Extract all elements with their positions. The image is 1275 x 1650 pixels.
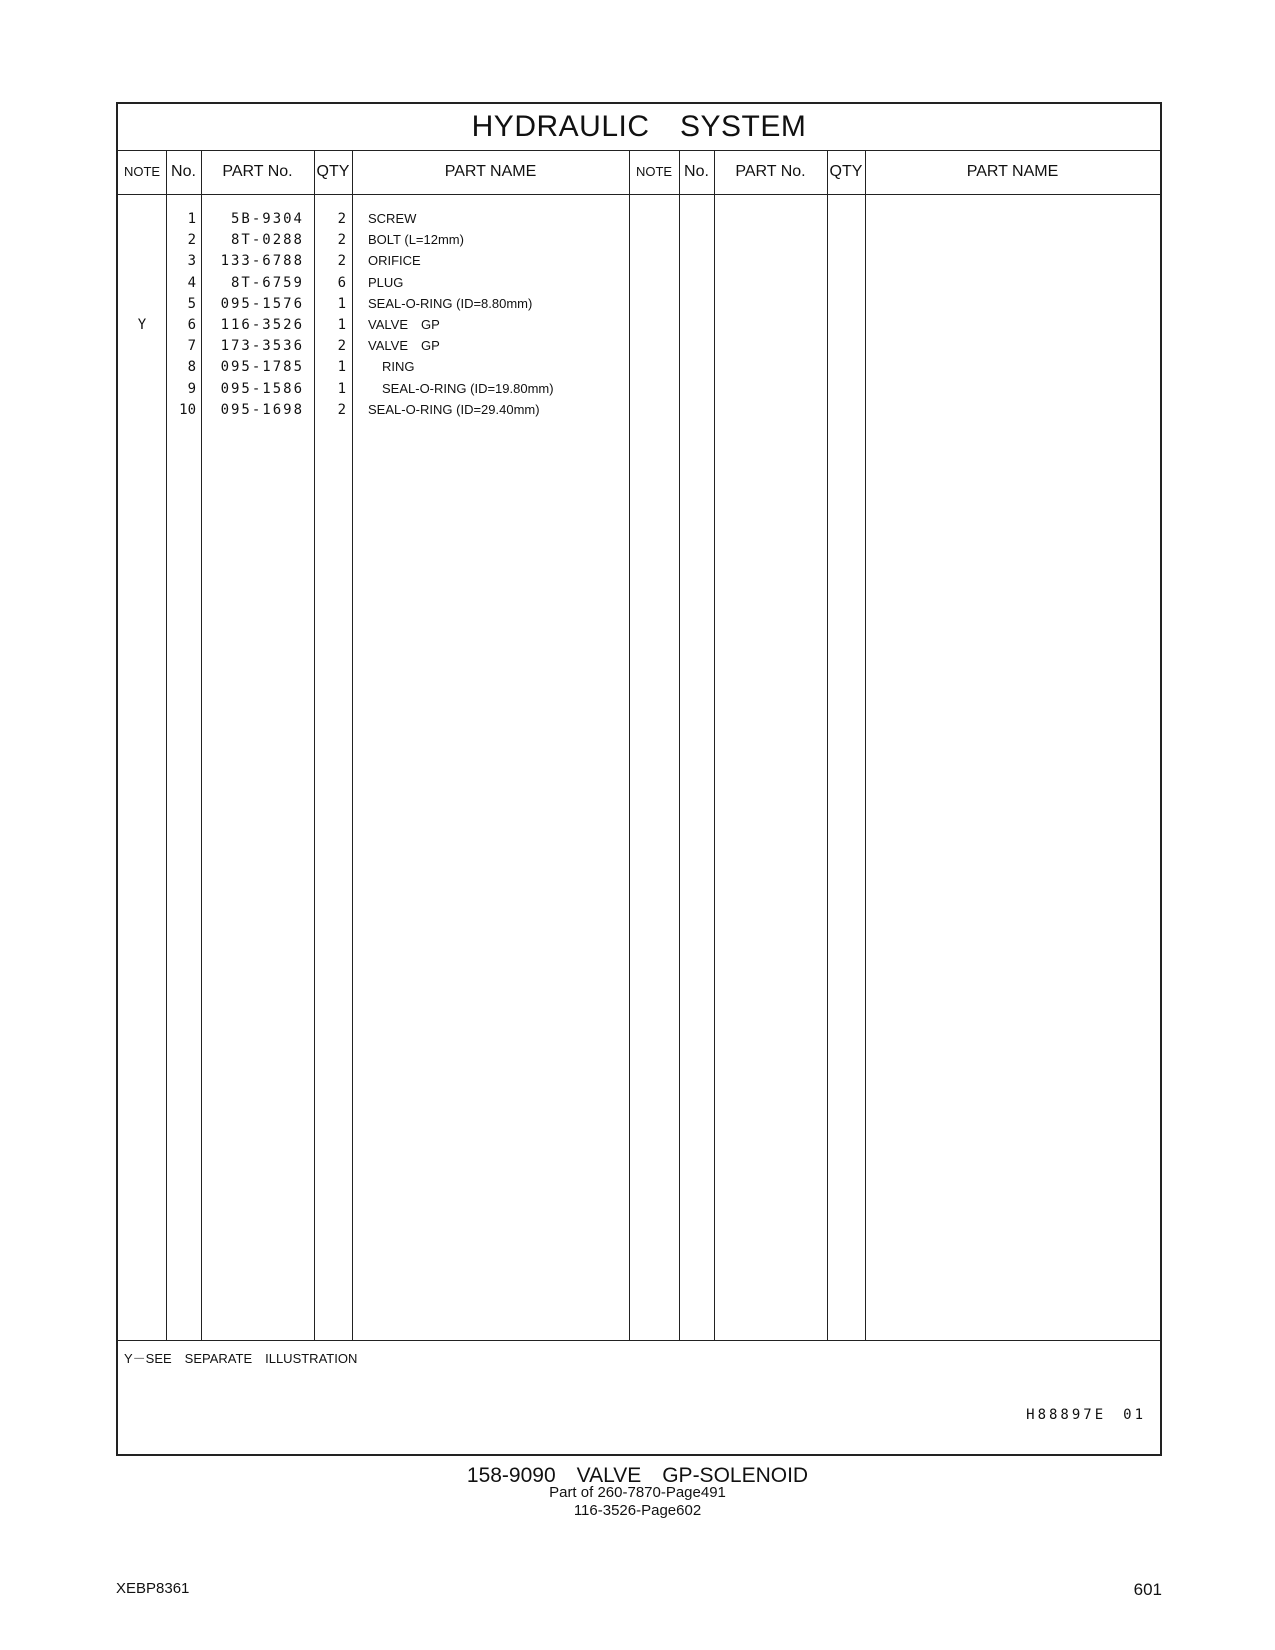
row-part-number: 116-3526 (220, 317, 304, 333)
row-part-name: SEAL-O-RING (ID=8.80mm) (368, 295, 533, 311)
table-row (118, 208, 1160, 230)
row-item-number: 7 (187, 338, 196, 355)
header-part-no-right: PART No. (735, 163, 806, 180)
row-quantity: 2 (337, 253, 346, 270)
row-quantity: 2 (337, 211, 346, 227)
row-item-number: 6 (187, 317, 196, 333)
row-part-name: RING (382, 359, 415, 375)
row-quantity: 2 (337, 338, 346, 355)
header-no-right: No. (684, 163, 709, 180)
illustration-code: H88897E 01 (1026, 1407, 1146, 1423)
table-row (118, 378, 1160, 400)
row-part-number: 133-6788 (220, 253, 304, 270)
row-quantity: 2 (337, 401, 346, 418)
header-note-right: NOTE (635, 164, 673, 179)
row-quantity: 1 (337, 295, 346, 312)
row-part-name: VALVE GP (368, 338, 440, 354)
header-qty: QTY (316, 163, 350, 180)
table-header (118, 150, 1160, 195)
row-part-number: 095-1785 (220, 359, 304, 376)
group-title: 158-9090 VALVE GP-SOLENOID (466, 1464, 809, 1487)
row-part-name: PLUG (368, 274, 404, 290)
row-item-number: 3 (187, 253, 196, 270)
row-part-number: 5B-9304 (230, 211, 304, 227)
row-quantity: 6 (337, 274, 346, 291)
row-part-number: 095-1586 (220, 380, 304, 397)
section-title: HYDRAULIC SYSTEM (118, 104, 1160, 151)
header-no: No. (171, 163, 196, 180)
header-part-name: PART NAME (444, 163, 537, 180)
group-reference-2: 116-3526-Page602 (573, 1502, 702, 1519)
table-row (118, 356, 1160, 378)
row-item-number: 8 (187, 359, 196, 376)
row-item-number: 5 (187, 295, 196, 312)
row-part-name: SEAL-O-RING (ID=29.40mm) (368, 401, 540, 417)
header-qty-right: QTY (829, 163, 863, 180)
table-row (118, 272, 1160, 294)
row-note: Y (137, 317, 147, 333)
row-part-number: 095-1576 (220, 295, 304, 312)
footnote: Y－SEE SEPARATE ILLUSTRATION (124, 1351, 358, 1366)
table-row (118, 335, 1160, 357)
row-part-name: ORIFICE (368, 253, 421, 269)
row-part-name: SEAL-O-RING (ID=19.80mm) (382, 380, 554, 396)
row-item-number: 10 (179, 401, 196, 418)
table-row (118, 314, 1160, 336)
row-part-number: 095-1698 (220, 401, 304, 418)
row-part-name: BOLT (L=12mm) (368, 232, 464, 248)
row-quantity: 1 (337, 317, 346, 333)
row-quantity: 1 (337, 359, 346, 376)
header-note: NOTE (123, 164, 161, 179)
parts-table-frame (116, 102, 1162, 1456)
header-part-no: PART No. (222, 163, 293, 180)
row-quantity: 1 (337, 380, 346, 397)
table-row (118, 250, 1160, 272)
row-item-number: 1 (187, 211, 196, 227)
footer-divider (118, 1340, 1160, 1341)
row-quantity: 2 (337, 232, 346, 249)
table-row (118, 399, 1160, 421)
row-part-number: 8T-6759 (230, 274, 304, 291)
header-part-name-right: PART NAME (966, 163, 1059, 180)
row-part-number: 173-3536 (220, 338, 304, 355)
row-part-number: 8T-0288 (230, 232, 304, 249)
row-item-number: 9 (187, 380, 196, 397)
table-row (118, 293, 1160, 315)
row-part-name: SCREW (368, 211, 417, 226)
table-row (118, 229, 1160, 251)
row-part-name: VALVE GP (368, 317, 440, 332)
document-id: XEBP8361 (116, 1580, 190, 1597)
row-item-number: 4 (187, 274, 196, 291)
page-number: 601 (1133, 1580, 1162, 1599)
row-item-number: 2 (187, 232, 196, 249)
group-reference-1: Part of 260-7870-Page491 (549, 1484, 726, 1501)
